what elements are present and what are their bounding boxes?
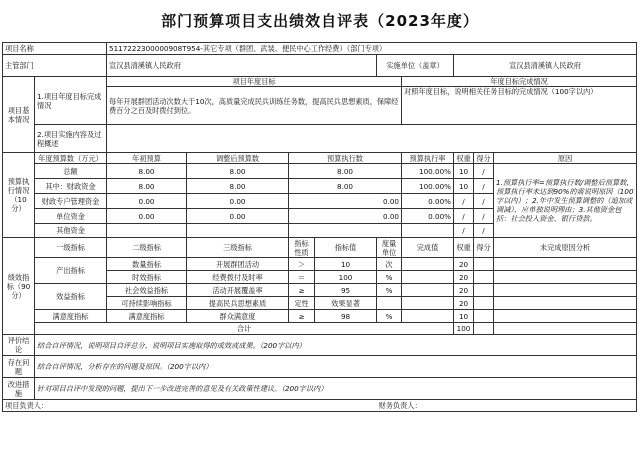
impl-row-value — [107, 125, 637, 153]
goal-text: 每年开展群团活动次数大于10次，高质量完成民兵训练任务数，提高民兵思想素质，保障经费百分之百及时拨付到位。 — [107, 87, 402, 125]
perf-lvl3: 开展群团活动 — [187, 258, 289, 271]
department-label: 主管部门 — [3, 55, 107, 77]
total-label: 合计 — [35, 323, 454, 335]
perf-score — [474, 297, 494, 310]
perf-lvl3-header: 三级指标 — [187, 238, 289, 258]
perf-lvl2: 数量指标 — [107, 258, 187, 271]
budget-row-initial: 0.00 — [107, 194, 187, 209]
impl-unit-value: 宣汉县清溪镇人民政府 — [454, 55, 637, 77]
perf-score — [474, 271, 494, 284]
eval-row — [3, 335, 637, 356]
budget-row-rate: 100.00% — [402, 164, 454, 179]
budget-rate-header: 预算执行率 — [402, 153, 454, 164]
budget-row — [3, 164, 637, 179]
eval-text: 结合自评情况，说明项目自评总分，说明项目实施取得的成效或成果。（200字以内） — [35, 335, 637, 356]
perf-done-header: 完成值 — [402, 238, 454, 258]
total-score — [474, 323, 494, 335]
perf-nature: 定性 — [289, 297, 315, 310]
perf-score-header: 得分 — [474, 238, 494, 258]
basic-info-label: 项目基本情况 — [3, 77, 35, 153]
perf-reason — [494, 271, 637, 284]
perf-unit-header: 度量单位 — [377, 238, 402, 258]
budget-label: 预算执行情况（10分） — [3, 153, 35, 238]
perf-nature: ≥ — [289, 284, 315, 297]
budget-row-name: 其中：财政资金 — [35, 179, 107, 194]
budget-row-executed: 8.00 — [289, 179, 402, 194]
perf-lvl1-header: 一级指标 — [35, 238, 107, 258]
evaluation-table — [2, 42, 637, 412]
budget-row-score: / — [474, 164, 494, 179]
budget-row-rate: 0.00% — [402, 209, 454, 224]
budget-row-weight: / — [454, 209, 474, 224]
perf-value-header: 指标值 — [315, 238, 377, 258]
budget-row-name: 财政专户管理资金 — [35, 194, 107, 209]
budget-row-adjusted: 0.00 — [187, 209, 289, 224]
perf-unit: % — [377, 284, 402, 297]
perf-nature: ＝ — [289, 271, 315, 284]
perf-weight-header: 权重 — [454, 238, 474, 258]
perf-value: 10 — [315, 258, 377, 271]
perf-lvl3: 经费拨付及时率 — [187, 271, 289, 284]
budget-reason-text: 1.预算执行率=预算执行数/调整后预算数，预算执行率未达到90%的需说明原因（100字以内）；2.年中发生预算调整的（追加或调减），应单独说明理由；3.其他资金包括：社会投入资金、银行贷款。 — [494, 164, 637, 238]
project-name-label: 项目名称 — [3, 43, 107, 55]
budget-amount-header: 年度预算数（万元） — [35, 153, 107, 164]
budget-row-initial: 8.00 — [107, 164, 187, 179]
perf-unit: % — [377, 310, 402, 323]
impl-row — [3, 125, 637, 153]
perf-value: 98 — [315, 310, 377, 323]
perf-done — [402, 271, 454, 284]
perf-unit: 次 — [377, 258, 402, 271]
budget-row-score: / — [474, 179, 494, 194]
perf-value: 效果显著 — [315, 297, 377, 310]
perf-score — [474, 284, 494, 297]
perf-lvl2: 社会效益指标 — [107, 284, 187, 297]
perf-lvl2: 可持续影响指标 — [107, 297, 187, 310]
perf-lvl3: 提高民兵思想素质 — [187, 297, 289, 310]
budget-adjusted-header: 调整后预算数 — [187, 153, 289, 164]
total-weight: 100 — [454, 323, 474, 335]
perf-lvl1: 产出指标 — [35, 258, 107, 284]
budget-row-rate: 0.00% — [402, 194, 454, 209]
perf-value: 100 — [315, 271, 377, 284]
budget-row-name: 单位资金 — [35, 209, 107, 224]
budget-header-row — [3, 153, 637, 164]
perf-score — [474, 258, 494, 271]
perf-weight: 20 — [454, 284, 474, 297]
perf-done — [402, 284, 454, 297]
eval-label: 评价结论 — [3, 335, 35, 356]
project-name-value: 5117222300000908T954-其它专项（群团、武装、便民中心工作经费）（部门专项） — [107, 43, 637, 55]
budget-row-rate — [402, 224, 454, 238]
budget-reason-header: 原因 — [494, 153, 637, 164]
impl-unit-label: 实施单位（盖章） — [377, 55, 454, 77]
budget-row-adjusted: 0.00 — [187, 194, 289, 209]
budget-row-initial: 8.00 — [107, 179, 187, 194]
perf-lvl2: 时效指标 — [107, 271, 187, 284]
fix-label: 改进措施 — [3, 378, 35, 400]
budget-row-initial — [107, 224, 187, 238]
perf-weight: 20 — [454, 297, 474, 310]
budget-row-rate: 100.00% — [402, 179, 454, 194]
perf-lvl2-header: 二级指标 — [107, 238, 187, 258]
project-name-row — [3, 43, 637, 55]
budget-row-weight: / — [454, 194, 474, 209]
perf-lvl3: 群众满意度 — [187, 310, 289, 323]
budget-row-name: 其他资金 — [35, 224, 107, 238]
budget-row-adjusted: 8.00 — [187, 164, 289, 179]
goal-done-header: 年度目标完成情况 — [402, 77, 637, 87]
budget-initial-header: 年初预算 — [107, 153, 187, 164]
perf-unit — [377, 297, 402, 310]
perf-done — [402, 297, 454, 310]
fix-text: 针对项目自评中发现的问题，提出下一步改进完善的意见及有关政策性建议。（200字以内） — [35, 378, 637, 400]
issue-row — [3, 356, 637, 378]
goal-row-label: 1.项目年度目标完成情况 — [35, 77, 107, 125]
perf-nature-header: 指标性质 — [289, 238, 315, 258]
perf-lvl2: 满意度指标 — [107, 310, 187, 323]
perf-label: 绩效指标（90分） — [3, 238, 35, 335]
perf-score — [474, 310, 494, 323]
total-reason — [494, 323, 637, 335]
perf-header-row — [3, 238, 637, 258]
department-value: 宣汉县清溪镇人民政府 — [107, 55, 377, 77]
budget-row-adjusted — [187, 224, 289, 238]
perf-lvl1: 满意度指标 — [35, 310, 107, 323]
perf-reason-header: 未完成原因分析 — [494, 238, 637, 258]
budget-row-score: / — [474, 194, 494, 209]
budget-row-executed — [289, 224, 402, 238]
budget-row-adjusted: 8.00 — [187, 179, 289, 194]
perf-done — [402, 310, 454, 323]
perf-weight: 20 — [454, 271, 474, 284]
perf-lvl3: 活动开展覆盖率 — [187, 284, 289, 297]
perf-row — [3, 258, 637, 271]
perf-value: 95 — [315, 284, 377, 297]
goal-header: 项目年度目标 — [107, 77, 402, 87]
budget-row-executed: 0.00 — [289, 194, 402, 209]
perf-lvl1: 效益指标 — [35, 284, 107, 310]
goal-header-row — [3, 77, 637, 87]
budget-row-name: 总额 — [35, 164, 107, 179]
budget-row-score: / — [474, 209, 494, 224]
department-row — [3, 55, 637, 77]
perf-reason — [494, 310, 637, 323]
perf-done — [402, 258, 454, 271]
perf-nature: ≥ — [289, 310, 315, 323]
perf-reason — [494, 258, 637, 271]
budget-row-executed: 0.00 — [289, 209, 402, 224]
issue-label: 存在问题 — [3, 356, 35, 378]
budget-score-header: 得分 — [474, 153, 494, 164]
perf-nature: ＞ — [289, 258, 315, 271]
budget-executed-header: 预算执行数 — [289, 153, 402, 164]
perf-row — [3, 310, 637, 323]
budget-row-score: / — [474, 224, 494, 238]
page-title: 部门预算项目支出绩效自评表（2023年度） — [161, 12, 479, 30]
issue-text: 结合自评情况，分析存在的问题及原因。（200字以内） — [35, 356, 637, 378]
signer-row — [3, 400, 637, 412]
fix-row — [3, 378, 637, 400]
impl-row-label: 2.项目实施内容及过程概述 — [35, 125, 107, 153]
goal-done-text: 对照年度目标，说明相关任务目标的完成情况（100字以内） — [402, 87, 637, 125]
perf-weight: 20 — [454, 258, 474, 271]
perf-row — [3, 284, 637, 297]
perf-unit: % — [377, 271, 402, 284]
perf-reason — [494, 284, 637, 297]
total-row — [3, 323, 637, 335]
signer-project: 项目负责人： — [3, 400, 377, 412]
budget-row-initial: 0.00 — [107, 209, 187, 224]
budget-row-executed: 8.00 — [289, 164, 402, 179]
budget-row-weight: / — [454, 224, 474, 238]
signer-finance: 财务负责人： — [377, 400, 637, 412]
budget-weight-header: 权重 — [454, 153, 474, 164]
perf-weight: 10 — [454, 310, 474, 323]
perf-reason — [494, 297, 637, 310]
budget-row-weight: 10 — [454, 179, 474, 194]
budget-row-weight: 10 — [454, 164, 474, 179]
